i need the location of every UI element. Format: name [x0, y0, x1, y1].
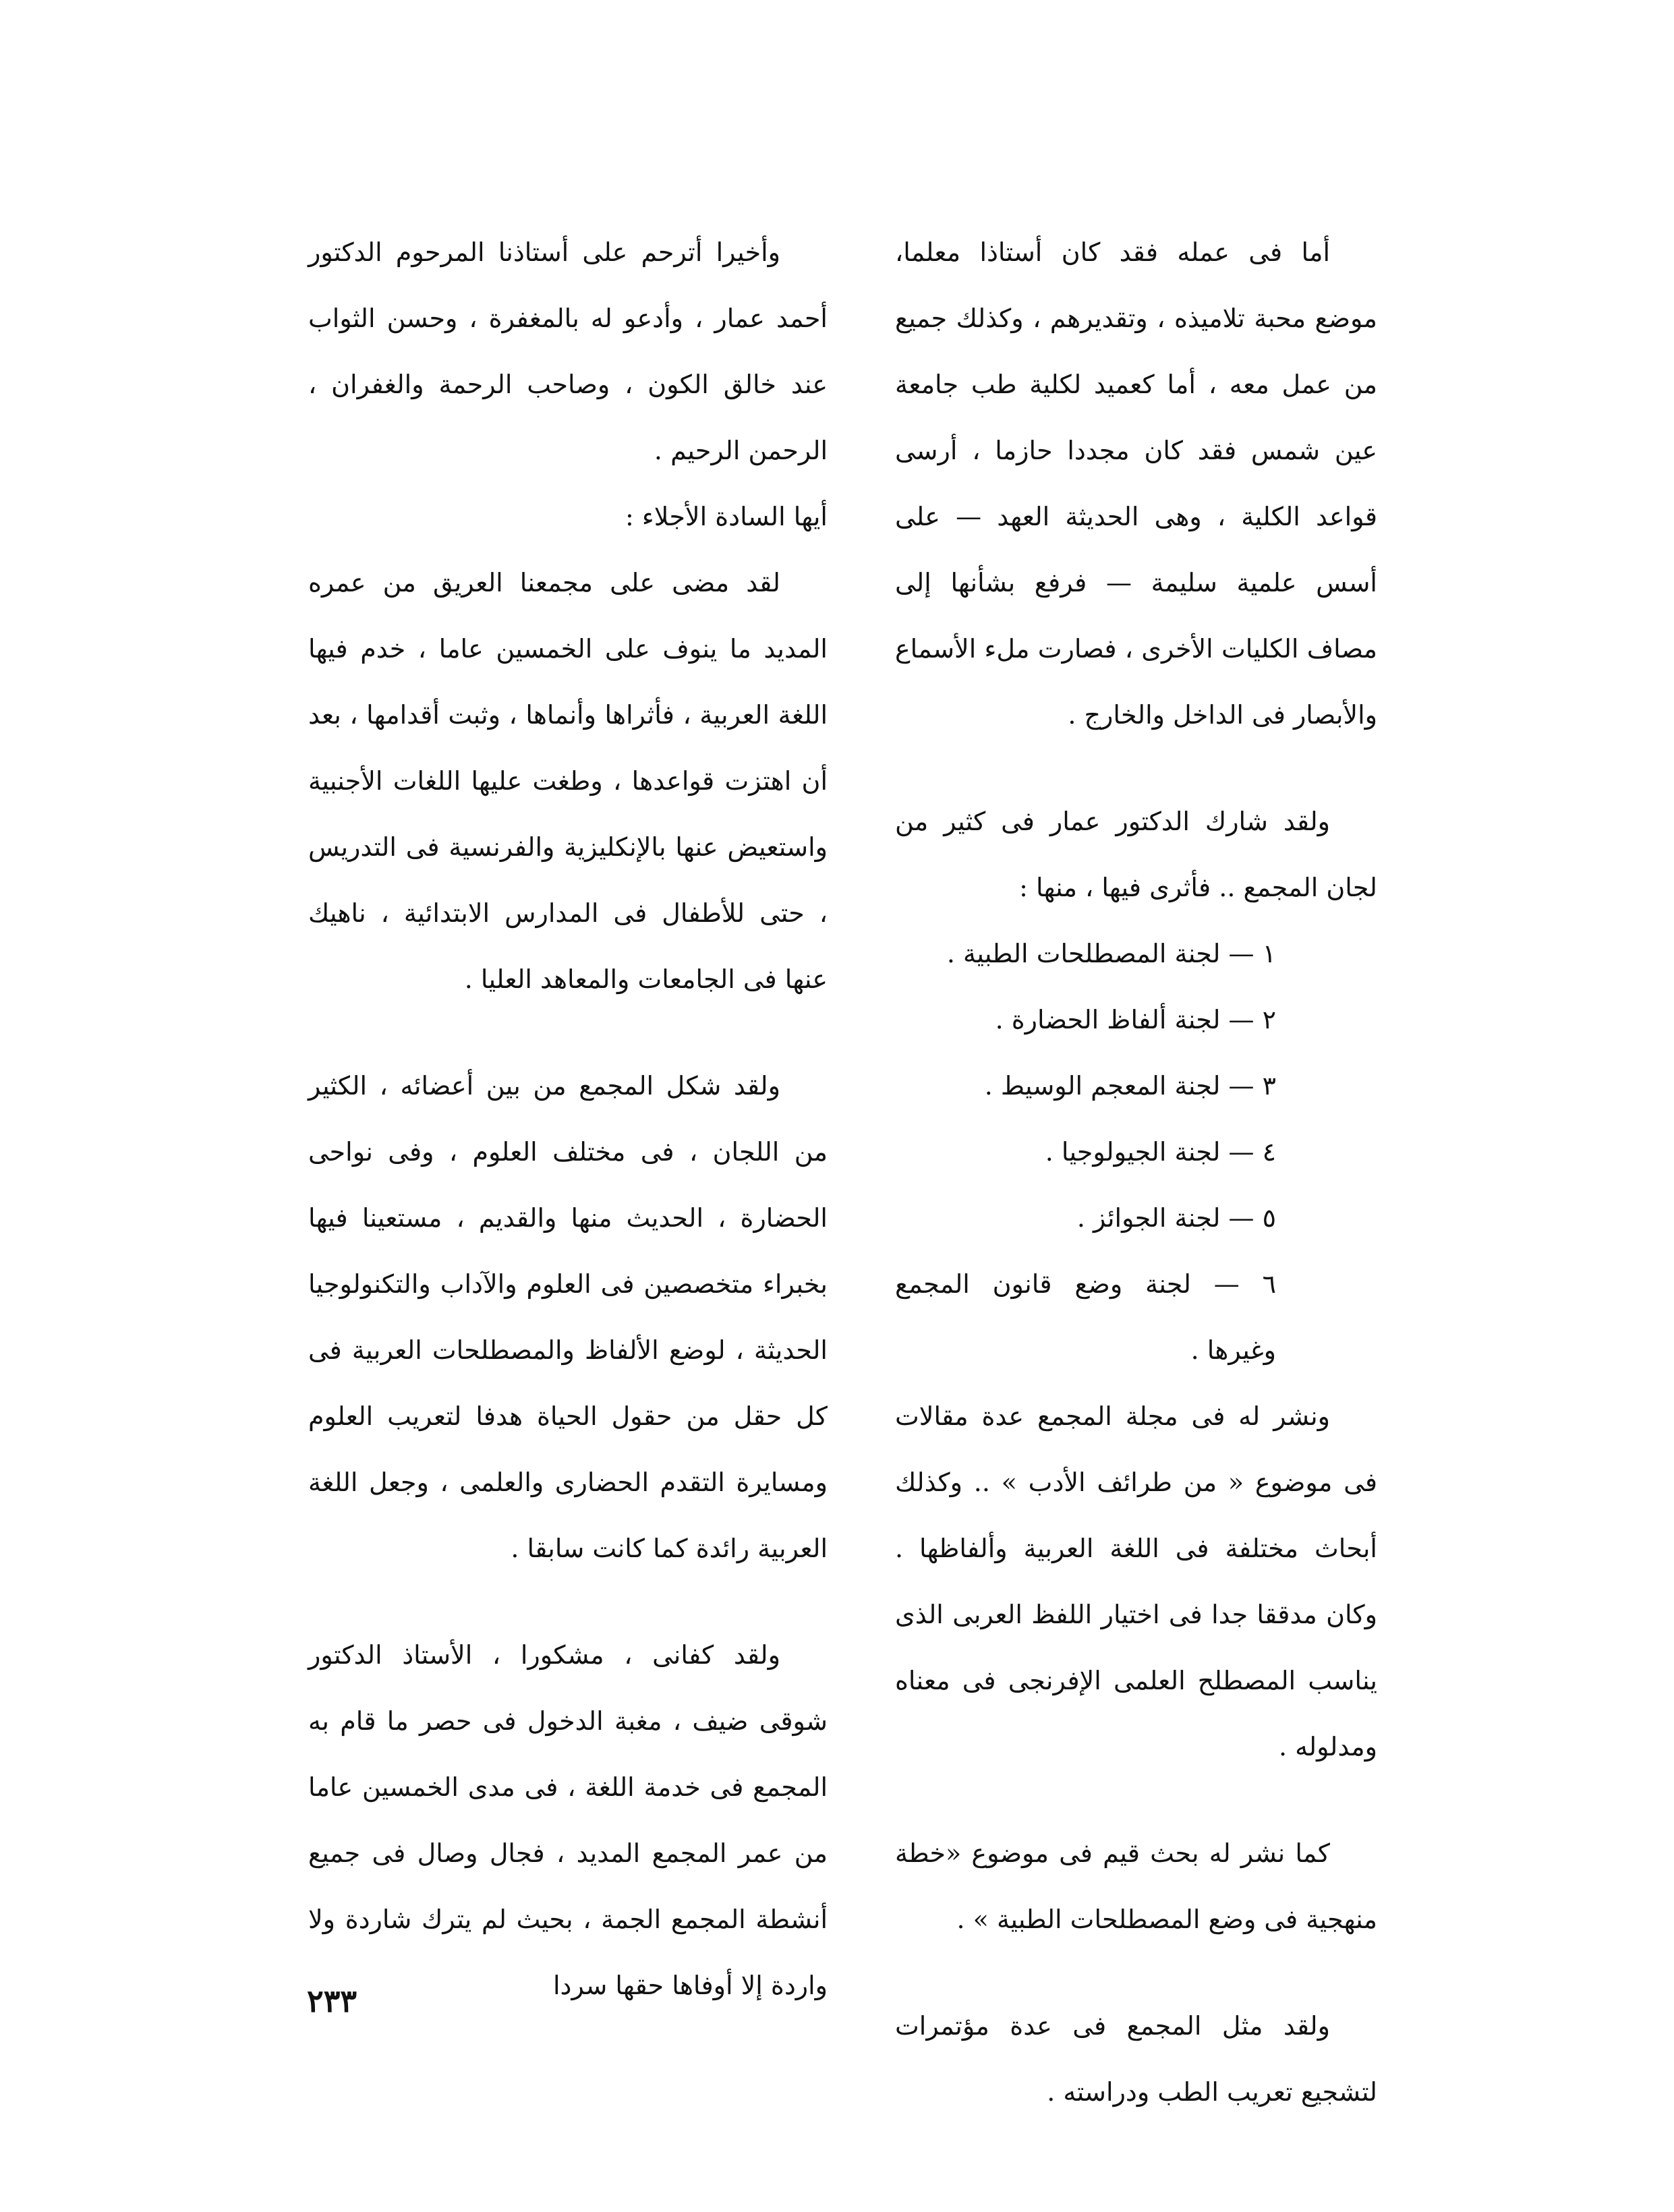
- list-item: ١ — لجنة المصطلحات الطبية .: [946, 939, 1276, 968]
- list-item: ٢ — لجنة ألفاظ الحضارة .: [995, 1005, 1276, 1035]
- list-item: ٦ — لجنة وضع قانون المجمع وغيرها .: [895, 1269, 1276, 1365]
- paragraph-committees-intro: ولقد شارك الدكتور عمار فى كثير من لجان المجمع .. فأثرى فيها ، منها :: [895, 807, 1377, 902]
- paragraph-ammar-teaching: أما فى عمله فقد كان أستاذا معلما، موضع محبة تلاميذه ، وتقديرهم ، وكذلك جميع من عمل معه ، أما كعميد لكلية طب جامعة عين شمس فقد كان مجددا حازما ، أرسى قواعد الكلية ، وهى الحديثة العهد — على أسس علمية سليمة — فرفع بشأنها إلى مصاف الكليات الأخرى ، فصارت ملء الأسماع والأبصار فى الداخل والخارج .: [895, 237, 1377, 730]
- left-column: [308, 219, 828, 2018]
- section-heading: أيها السادة الأجلاء :: [625, 502, 828, 531]
- list-item: ٤ — لجنة الجيولوجيا .: [1045, 1137, 1276, 1167]
- right-column: [895, 219, 1377, 2125]
- list-item: ٥ — لجنة الجوائز .: [1076, 1203, 1276, 1233]
- paragraph-publications: ونشر له فى مجلة المجمع عدة مقالات فى موضوع « من طرائف الأدب » .. وكذلك أبحاث مختلفة فى اللغة العربية وألفاظها . وكان مدققا جدا فى اختيار اللفظ العربى الذى يناسب المصطلح العلمى الإفرنجى فى معناه ومدلوله .: [895, 1401, 1377, 1762]
- paragraph-conferences: ولقد مثل المجمع فى عدة مؤتمرات لتشجيع تعريب الطب ودراسته .: [895, 2011, 1377, 2107]
- paragraph-academy-history: لقد مضى على مجمعنا العريق من عمره المديد ما ينوف على الخمسين عاما ، خدم فيها اللغة العربية ، فأثراها وأنماها ، وثبت أقدامها ، بعد أن اهتزت قواعدها ، وطغت عليها اللغات الأجنبية واستعيض عنها بالإنكليزية والفرنسية فى التدريس ، حتى للأطفال فى المدارس الابتدائية ، ناهيك عنها فى الجامعات والمعاهد العليا .: [308, 568, 828, 994]
- paragraph-condolence: وأخيرا أترحم على أستاذنا المرحوم الدكتور أحمد عمار ، وأدعو له بالمغفرة ، وحسن الثواب عند خالق الكون ، وصاحب الرحمة والغفران ، الرحمن الرحيم .: [308, 237, 828, 465]
- paragraph-research: كما نشر له بحث قيم فى موضوع «خطة منهجية فى وضع المصطلحات الطبية » .: [895, 1838, 1377, 1934]
- page-number: ٢٣٣: [307, 1983, 357, 2019]
- committees-list: [895, 921, 1377, 1383]
- paragraph-academy-committees: ولقد شكل المجمع من بين أعضائه ، الكثير من اللجان ، فى مختلف العلوم ، وفى نواحى الحضارة ، الحديث منها والقديم ، مستعينا فيها بخبراء متخصصين فى العلوم والآداب والتكنولوجيا الحديثة ، لوضع الألفاظ والمصطلحات العربية فى كل حقل من حقول الحياة هدفا لتعريب العلوم ومسايرة التقدم الحضارى والعلمى ، وجعل اللغة العربية رائدة كما كانت سابقا .: [308, 1071, 828, 1563]
- list-item: ٣ — لجنة المعجم الوسيط .: [984, 1071, 1276, 1101]
- paragraph-shawqi-deif: ولقد كفانى ، مشكورا ، الأستاذ الدكتور شوقى ضيف ، مغبة الدخول فى حصر ما قام به المجمع فى خدمة اللغة ، فى مدى الخمسين عاما من عمر المجمع المديد ، فجال وصال فى جميع أنشطة المجمع الجمة ، بحيث لم يترك شاردة ولا واردة إلا أوفاها حقها سردا: [308, 1640, 828, 2000]
